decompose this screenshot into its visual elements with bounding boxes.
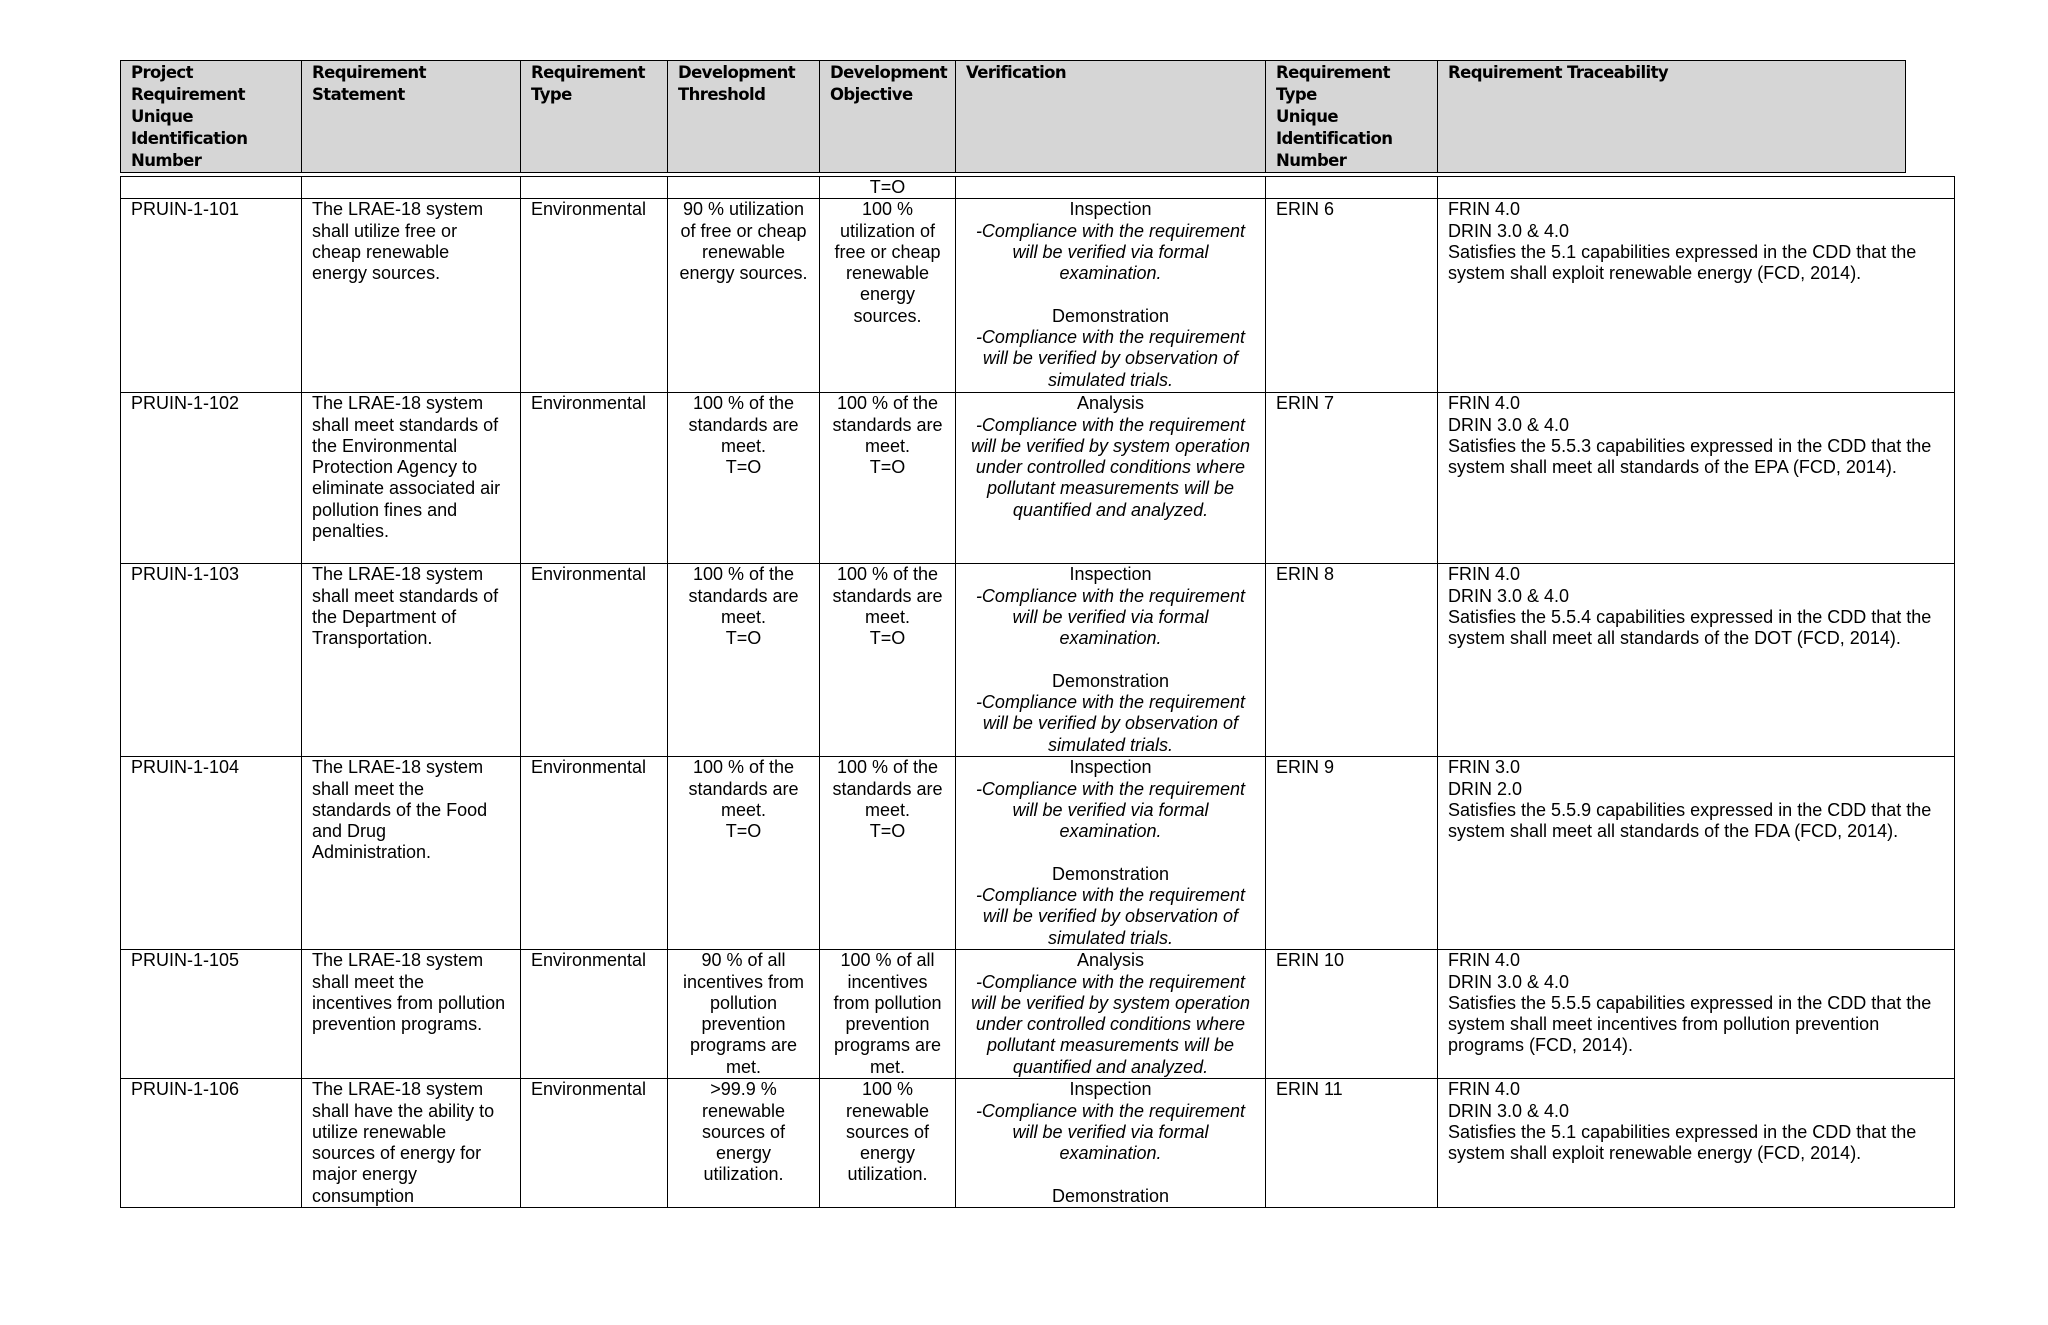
cell-erin: ERIN 7 bbox=[1266, 393, 1438, 564]
header-requirement-statement: Requirement Statement bbox=[302, 61, 521, 173]
verification-method: Analysis bbox=[1076, 950, 1145, 971]
continuation-row bbox=[121, 177, 1955, 199]
cell-type: Environmental bbox=[521, 199, 668, 393]
cell-statement: The LRAE-18 system shall meet the incentives from pollution prevention programs. bbox=[302, 950, 521, 1079]
cell-verification bbox=[956, 199, 1266, 393]
cell-verification bbox=[956, 564, 1266, 757]
verification-detail: -Compliance with the requirement will be verified by observation of simulated trials. bbox=[975, 692, 1246, 755]
cell-id: PRUIN-1-106 bbox=[121, 1079, 302, 1208]
cell-statement: The LRAE-18 system shall have the ability to utilize renewable sources of energy for major energy consumption bbox=[302, 1079, 521, 1208]
cell-type: Environmental bbox=[521, 1079, 668, 1208]
verification-spacer bbox=[962, 649, 1259, 670]
cell-objective: T=O bbox=[820, 177, 956, 199]
cell-statement bbox=[302, 177, 521, 199]
cell-erin: ERIN 8 bbox=[1266, 564, 1438, 757]
cell-type: Environmental bbox=[521, 564, 668, 757]
cell-threshold: 100 % of the standards are meet. T=O bbox=[668, 564, 820, 757]
cell-id: PRUIN-1-104 bbox=[121, 757, 302, 950]
cell-id: PRUIN-1-103 bbox=[121, 564, 302, 757]
cell-traceability: FRIN 4.0 DRIN 3.0 & 4.0 Satisfies the 5.1 capabilities expressed in the CDD that the system shall exploit renewable energy (FCD, 2014). bbox=[1438, 199, 1955, 393]
cell-verification bbox=[956, 757, 1266, 950]
verification-method: Inspection bbox=[1069, 1079, 1152, 1100]
header-row bbox=[121, 61, 1906, 173]
cell-statement: The LRAE-18 system shall meet standards of the Department of Transportation. bbox=[302, 564, 521, 757]
verification-detail: -Compliance with the requirement will be verified via formal examination. bbox=[975, 585, 1246, 649]
header-table bbox=[120, 60, 1906, 173]
verification-detail: -Compliance with the requirement will be verified by system operation under controlled conditions where pollutant measurements will be quantified and analyzed. bbox=[970, 971, 1251, 1077]
cell-traceability: FRIN 4.0 DRIN 3.0 & 4.0 Satisfies the 5.5.5 capabilities expressed in the CDD that the system shall meet incentives from pollution prevention programs (FCD, 2014). bbox=[1438, 950, 1955, 1079]
cell-objective: 100 % of the standards are meet. T=O bbox=[820, 757, 956, 950]
cell-statement: The LRAE-18 system shall utilize free or cheap renewable energy sources. bbox=[302, 199, 521, 393]
verification-detail: -Compliance with the requirement will be verified by observation of simulated trials. bbox=[975, 885, 1246, 948]
cell-threshold: 100 % of the standards are meet. T=O bbox=[668, 757, 820, 950]
cell-traceability: FRIN 3.0 DRIN 2.0 Satisfies the 5.5.9 capabilities expressed in the CDD that the system shall meet all standards of the FDA (FCD, 2014). bbox=[1438, 757, 1955, 950]
cell-objective: 100 % of all incentives from pollution prevention programs are met. bbox=[820, 950, 956, 1079]
cell-erin: ERIN 6 bbox=[1266, 199, 1438, 393]
verification-method: Inspection bbox=[1069, 757, 1152, 778]
verification-detail: -Compliance with the requirement will be verified via formal examination. bbox=[975, 778, 1246, 842]
verification-method: Demonstration bbox=[1051, 863, 1170, 884]
verification-method: Analysis bbox=[1076, 393, 1145, 414]
cell-type: Environmental bbox=[521, 757, 668, 950]
cell-traceability: FRIN 4.0 DRIN 3.0 & 4.0 Satisfies the 5.5.4 capabilities expressed in the CDD that the system shall meet all standards of the DOT (FCD, 2014). bbox=[1438, 564, 1955, 757]
verification-detail: -Compliance with the requirement will be verified by system operation under controlled conditions where pollutant measurements will be quantified and analyzed. bbox=[970, 414, 1251, 520]
cell-id: PRUIN-1-105 bbox=[121, 950, 302, 1079]
header-requirement-traceability: Requirement Traceability bbox=[1438, 61, 1906, 173]
cell-erin: ERIN 9 bbox=[1266, 757, 1438, 950]
cell-id bbox=[121, 177, 302, 199]
cell-erin: ERIN 10 bbox=[1266, 950, 1438, 1079]
cell-threshold: 90 % utilization of free or cheap renewable energy sources. bbox=[668, 199, 820, 393]
verification-method: Inspection bbox=[1069, 199, 1152, 220]
cell-type bbox=[521, 177, 668, 199]
table-row bbox=[121, 564, 1955, 757]
cell-erin: ERIN 11 bbox=[1266, 1079, 1438, 1208]
verification-spacer bbox=[962, 1164, 1259, 1185]
cell-statement: The LRAE-18 system shall meet standards of the Environmental Protection Agency to eliminate associated air pollution fines and penalties. bbox=[302, 393, 521, 564]
cell-id: PRUIN-1-101 bbox=[121, 199, 302, 393]
cell-traceability: FRIN 4.0 DRIN 3.0 & 4.0 Satisfies the 5.5.3 capabilities expressed in the CDD that the system shall meet all standards of the EPA (FCD, 2014). bbox=[1438, 393, 1955, 564]
cell-traceability bbox=[1438, 177, 1955, 199]
header-development-objective: Development Objective bbox=[820, 61, 956, 173]
table-row bbox=[121, 393, 1955, 564]
verification-method: Demonstration bbox=[1051, 1185, 1170, 1206]
cell-type: Environmental bbox=[521, 950, 668, 1079]
cell-objective: 100 % utilization of free or cheap renewable energy sources. bbox=[820, 199, 956, 393]
verification-method: Demonstration bbox=[1051, 305, 1170, 326]
cell-objective: 100 % of the standards are meet. T=O bbox=[820, 564, 956, 757]
header-verification: Verification bbox=[956, 61, 1266, 173]
verification-spacer bbox=[962, 842, 1259, 863]
cell-verification bbox=[956, 393, 1266, 564]
table-row bbox=[121, 950, 1955, 1079]
cell-erin bbox=[1266, 177, 1438, 199]
verification-detail: -Compliance with the requirement will be verified via formal examination. bbox=[975, 220, 1246, 284]
cell-verification bbox=[956, 177, 1266, 199]
cell-objective: 100 % renewable sources of energy utilization. bbox=[820, 1079, 956, 1208]
header-development-threshold: Development Threshold bbox=[668, 61, 820, 173]
cell-verification bbox=[956, 950, 1266, 1079]
table-row bbox=[121, 1079, 1955, 1208]
verification-detail: -Compliance with the requirement will be verified via formal examination. bbox=[975, 1100, 1246, 1164]
verification-detail: -Compliance with the requirement will be verified by observation of simulated trials. bbox=[975, 327, 1246, 390]
cell-threshold bbox=[668, 177, 820, 199]
cell-statement: The LRAE-18 system shall meet the standards of the Food and Drug Administration. bbox=[302, 757, 521, 950]
cell-threshold: >99.9 % renewable sources of energy utilization. bbox=[668, 1079, 820, 1208]
cell-objective: 100 % of the standards are meet. T=O bbox=[820, 393, 956, 564]
cell-verification bbox=[956, 1079, 1266, 1208]
cell-traceability: FRIN 4.0 DRIN 3.0 & 4.0 Satisfies the 5.1 capabilities expressed in the CDD that the system shall exploit renewable energy (FCD, 2014). bbox=[1438, 1079, 1955, 1208]
requirements-table bbox=[120, 176, 1955, 1208]
verification-method: Inspection bbox=[1069, 564, 1152, 585]
cell-threshold: 90 % of all incentives from pollution prevention programs are met. bbox=[668, 950, 820, 1079]
cell-type: Environmental bbox=[521, 393, 668, 564]
table-row bbox=[121, 199, 1955, 393]
cell-threshold: 100 % of the standards are meet. T=O bbox=[668, 393, 820, 564]
table-row bbox=[121, 757, 1955, 950]
header-requirement-type: Requirement Type bbox=[521, 61, 668, 173]
header-requirement-type-id: Requirement Type Unique Identification Number bbox=[1266, 61, 1438, 173]
header-project-requirement-id: Project Requirement Unique Identification Number bbox=[121, 61, 302, 173]
verification-spacer bbox=[962, 284, 1259, 305]
cell-id: PRUIN-1-102 bbox=[121, 393, 302, 564]
verification-method: Demonstration bbox=[1051, 670, 1170, 691]
requirements-table-body bbox=[121, 177, 1955, 1208]
